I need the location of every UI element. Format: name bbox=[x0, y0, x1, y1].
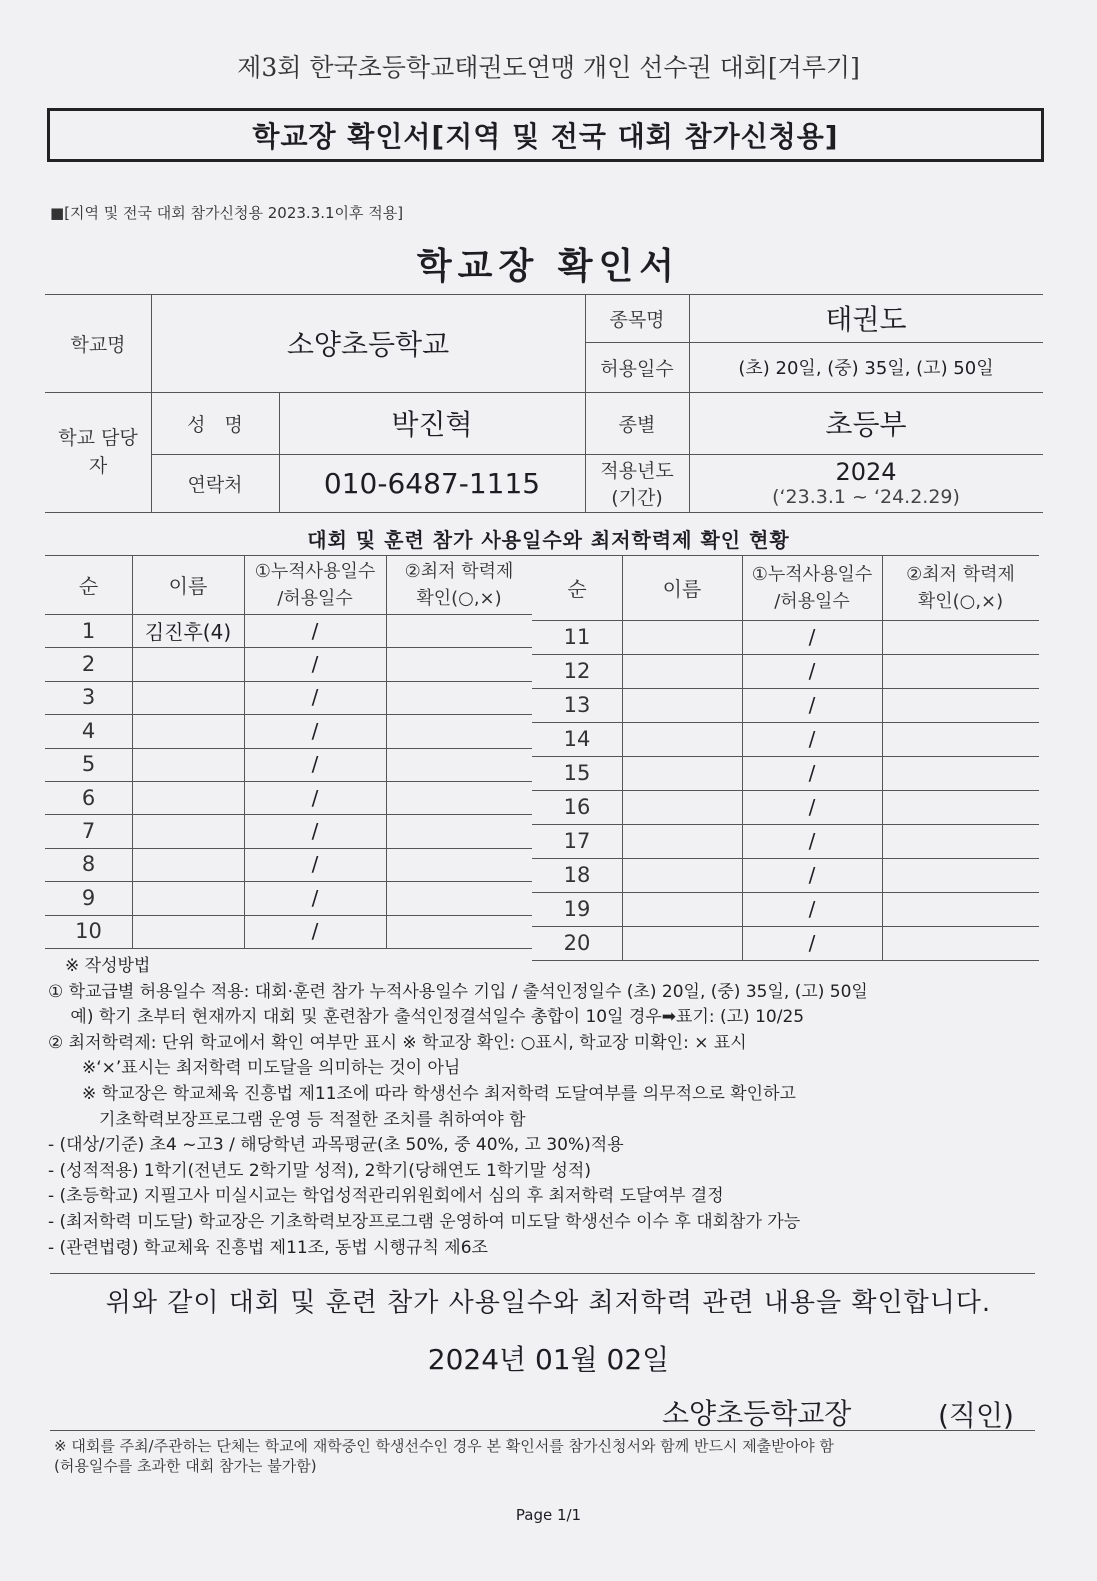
row-name bbox=[132, 781, 244, 814]
name-label: 성 명 bbox=[187, 413, 243, 436]
header-cumulative-line2: /허용일수 bbox=[277, 587, 353, 609]
header-name: 이름 bbox=[662, 577, 702, 601]
row-name bbox=[132, 915, 244, 948]
row-name bbox=[132, 814, 244, 847]
row-cumulative-slash: / bbox=[808, 727, 816, 751]
row-number: 13 bbox=[563, 693, 591, 717]
row-name bbox=[132, 748, 244, 781]
row-name bbox=[622, 858, 742, 892]
period-label: (기간) bbox=[611, 487, 663, 509]
header-minimum-line1: ②최저 학력제 bbox=[404, 560, 514, 582]
row-name bbox=[622, 824, 742, 858]
row-cumulative-slash: / bbox=[311, 885, 319, 910]
event-title: 제3회 한국초등학교태권도연맹 개인 선수권 대회[겨루기] bbox=[237, 53, 860, 82]
issue-date: 2024년 01월 02일 bbox=[427, 1343, 670, 1376]
document-title: 학교장 확인서 bbox=[416, 246, 681, 287]
row-number: 10 bbox=[75, 919, 102, 944]
row-number: 5 bbox=[81, 752, 96, 777]
allowed-days-value: (초) 20일, (중) 35일, (고) 50일 bbox=[738, 358, 994, 379]
row-number: 6 bbox=[81, 785, 96, 810]
contact-person-label: 학교 담당자 bbox=[58, 427, 138, 477]
row-cumulative-slash: / bbox=[311, 919, 319, 944]
row-minimum-check bbox=[882, 858, 1039, 892]
confirmation-statement: 위와 같이 대회 및 훈련 참가 사용일수와 최저학력 관련 내용을 확인합니다. bbox=[105, 1288, 992, 1318]
usage-section-title: 대회 및 훈련 참가 사용일수와 최저학력제 확인 현황 bbox=[307, 528, 790, 552]
instruction-line: - (성적적용) 1학기(전년도 2학기말 성적), 2학기(당해연도 1학기말 성적) bbox=[48, 1160, 591, 1181]
row-cumulative-slash: / bbox=[808, 659, 816, 683]
instruction-line: ① 학교급별 허용일수 적용: 대회·훈련 참가 누적사용일수 기입 / 출석인정일수 (초) 20일, (중) 35일, (고) 50일 bbox=[48, 981, 868, 1002]
principal-name: 소양초등학교장 bbox=[662, 1397, 852, 1430]
row-cumulative-slash: / bbox=[808, 897, 816, 921]
period-value: (‘23.3.1 ~ ‘24.2.29) bbox=[772, 486, 960, 508]
instruction-line: - (대상/기준) 초4 ~고3 / 해당학년 과목평균(초 50%, 중 40%, 고 30%)적용 bbox=[48, 1135, 624, 1156]
row-cumulative-slash: / bbox=[311, 718, 319, 743]
school-name-label: 학교명 bbox=[70, 333, 126, 356]
row-name bbox=[622, 790, 742, 824]
row-name bbox=[622, 654, 742, 688]
contact-name-value: 박진혁 bbox=[391, 408, 473, 441]
header-minimum-line2: 확인(○,×) bbox=[917, 590, 1004, 612]
row-number: 19 bbox=[563, 897, 591, 921]
row-cumulative-slash: / bbox=[311, 618, 319, 643]
row-number: 15 bbox=[563, 761, 591, 785]
row-cumulative-slash: / bbox=[311, 652, 319, 677]
row-minimum-check bbox=[386, 614, 532, 647]
row-cumulative-slash: / bbox=[311, 685, 319, 710]
row-minimum-check bbox=[882, 756, 1039, 790]
instruction-line: ※ 작성방법 bbox=[48, 956, 151, 976]
instruction-line: 예) 학기 초부터 현재까지 대회 및 훈련참가 출석인정결석일수 총합이 10일 경우➡표기: (고) 10/25 bbox=[48, 1007, 805, 1028]
row-name bbox=[622, 620, 742, 654]
instruction-line: - (초등학교) 지필고사 미실시교는 학업성적관리위원회에서 심의 후 최저학력 도달여부 결정 bbox=[48, 1186, 724, 1207]
row-name bbox=[132, 647, 244, 680]
row-number: 1 bbox=[81, 618, 96, 643]
row-number: 8 bbox=[81, 852, 96, 877]
boxed-title-text: 학교장 확인서[지역 및 전국 대회 참가신청용] bbox=[252, 120, 839, 153]
row-minimum-check bbox=[386, 647, 532, 680]
row-name: 김진후(4) bbox=[144, 620, 232, 645]
header-minimum-line2: 확인(○,×) bbox=[416, 587, 502, 609]
instruction-line: - (최저학력 미도달) 학교장은 기초학력보장프로그램 운영하여 미도달 학생선수 이수 후 대회참가 가능 bbox=[48, 1211, 801, 1232]
instruction-line: 기초학력보장프로그램 운영 등 적절한 조치를 취하여야 함 bbox=[48, 1109, 526, 1130]
row-name bbox=[622, 756, 742, 790]
year-label-cell bbox=[585, 454, 689, 512]
row-name bbox=[622, 892, 742, 926]
year-value: 2024 bbox=[835, 458, 897, 486]
row-cumulative-slash: / bbox=[808, 829, 816, 853]
header-no: 순 bbox=[567, 577, 587, 601]
row-cumulative-slash: / bbox=[808, 931, 816, 955]
row-name bbox=[622, 688, 742, 722]
instruction-line: ※‘×’표시는 최저학력 미도달을 의미하는 것이 아님 bbox=[48, 1058, 461, 1079]
header-cumulative-line2: /허용일수 bbox=[774, 590, 850, 612]
row-minimum-check bbox=[386, 814, 532, 847]
row-name bbox=[132, 714, 244, 747]
row-minimum-check bbox=[882, 824, 1039, 858]
row-minimum-check bbox=[882, 892, 1039, 926]
header-minimum bbox=[386, 555, 532, 614]
row-name bbox=[132, 881, 244, 914]
usage-table-left bbox=[45, 555, 532, 948]
header-cumulative-line1: ①누적사용일수 bbox=[751, 563, 873, 585]
row-number: 3 bbox=[81, 685, 96, 710]
row-name bbox=[132, 848, 244, 881]
row-minimum-check bbox=[386, 748, 532, 781]
row-number: 9 bbox=[81, 885, 96, 910]
sport-value: 태권도 bbox=[825, 303, 907, 336]
row-cumulative-slash: / bbox=[311, 852, 319, 877]
header-cumulative-line1: ①누적사용일수 bbox=[254, 560, 376, 582]
header-cumulative bbox=[742, 555, 882, 620]
row-minimum-check bbox=[386, 714, 532, 747]
row-minimum-check bbox=[386, 781, 532, 814]
header-no: 순 bbox=[78, 574, 99, 598]
row-cumulative-slash: / bbox=[808, 795, 816, 819]
allowed-days-label: 허용일수 bbox=[600, 357, 674, 380]
boxed-title bbox=[47, 108, 1044, 162]
row-cumulative-slash: / bbox=[808, 625, 816, 649]
category-label: 종별 bbox=[618, 413, 656, 436]
row-name bbox=[132, 681, 244, 714]
instruction-line: ※ 학교장은 학교체육 진흥법 제11조에 따라 학생선수 최저학력 도달여부를 의무적으로 확인하고 bbox=[48, 1083, 796, 1104]
header-cumulative bbox=[244, 555, 386, 614]
year-label: 적용년도 bbox=[600, 460, 674, 482]
row-number: 2 bbox=[81, 652, 96, 677]
row-cumulative-slash: / bbox=[311, 752, 319, 777]
row-cumulative-slash: / bbox=[808, 693, 816, 717]
row-cumulative-slash: / bbox=[808, 863, 816, 887]
row-number: 17 bbox=[563, 829, 591, 853]
footer-line: (허용일수를 초과한 대회 참가는 불가함) bbox=[54, 1457, 317, 1475]
row-cumulative-slash: / bbox=[311, 819, 319, 844]
year-value-cell bbox=[689, 454, 1043, 512]
footer-line: ※ 대회를 주최/주관하는 단체는 학교에 재학중인 학생선수인 경우 본 확인서를 참가신청서와 함께 반드시 제출받아야 함 bbox=[54, 1437, 834, 1455]
row-minimum-check bbox=[386, 915, 532, 948]
header-minimum-line1: ②최저 학력제 bbox=[906, 563, 1015, 585]
official-seal-text: (직인) bbox=[938, 1399, 1014, 1432]
category-value: 초등부 bbox=[825, 408, 907, 441]
phone-label: 연락처 bbox=[187, 473, 243, 496]
row-minimum-check bbox=[882, 722, 1039, 756]
row-number: 14 bbox=[563, 727, 591, 751]
row-number: 16 bbox=[563, 795, 591, 819]
row-number: 7 bbox=[81, 819, 96, 844]
row-minimum-check bbox=[882, 688, 1039, 722]
sport-label: 종목명 bbox=[609, 308, 665, 331]
school-name-value: 소양초등학교 bbox=[286, 328, 450, 361]
instructions bbox=[48, 954, 1048, 1261]
row-number: 11 bbox=[563, 625, 591, 649]
footer-note bbox=[54, 1436, 1044, 1476]
row-minimum-check bbox=[882, 620, 1039, 654]
header-name: 이름 bbox=[168, 574, 208, 598]
row-number: 18 bbox=[563, 863, 591, 887]
row-name bbox=[622, 722, 742, 756]
instruction-line: - (관련법령) 학교체육 진흥법 제11조, 동법 시행규칙 제6조 bbox=[48, 1237, 488, 1258]
application-note: ■[지역 및 전국 대회 참가신청용 2023.3.1이후 적용] bbox=[50, 204, 404, 222]
row-cumulative-slash: / bbox=[808, 761, 816, 785]
header-minimum bbox=[882, 555, 1039, 620]
row-cumulative-slash: / bbox=[311, 785, 319, 810]
usage-table-right bbox=[532, 555, 1041, 960]
row-number: 4 bbox=[81, 718, 96, 743]
instruction-line: ② 최저학력제: 단위 학교에서 확인 여부만 표시 ※ 학교장 확인: ○표시, 학교장 미확인: × 표시 bbox=[48, 1032, 747, 1053]
info-table bbox=[45, 294, 1043, 514]
row-minimum-check bbox=[386, 681, 532, 714]
phone-value: 010-6487-1115 bbox=[323, 466, 541, 500]
row-minimum-check bbox=[386, 848, 532, 881]
row-minimum-check bbox=[386, 881, 532, 914]
row-minimum-check bbox=[882, 790, 1039, 824]
row-minimum-check bbox=[882, 654, 1039, 688]
page-number: Page 1/1 bbox=[515, 1506, 582, 1524]
row-number: 20 bbox=[563, 931, 591, 955]
row-number: 12 bbox=[563, 659, 591, 683]
